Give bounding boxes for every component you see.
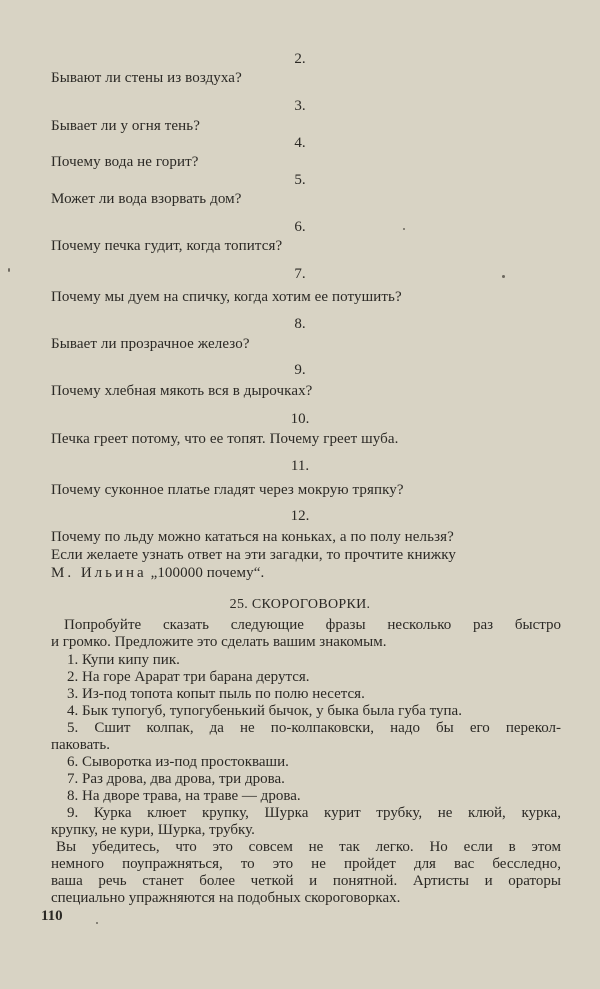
- paper-speck: [502, 275, 505, 278]
- riddle-number: 3.: [294, 98, 306, 114]
- riddle-text: Печка греет потому, что ее топят. Почему греет шуба.: [51, 431, 399, 447]
- list-item: 3. Из-под топота копыт пыль по полю несется.: [67, 686, 365, 702]
- riddle-number: 9.: [294, 362, 306, 378]
- intro-line: Попробуйте сказать следующие фразы несколько раз быстро: [64, 617, 561, 633]
- outro-line: немного поупражняться, то это не пройдет для вас бесследно,: [51, 856, 561, 872]
- list-item: 7. Раз дрова, два дрова, три дрова.: [67, 771, 285, 787]
- riddle-number: 11.: [290, 458, 310, 474]
- riddle-number: 6.: [294, 219, 306, 235]
- paper-speck: [96, 922, 98, 924]
- riddle-text: Почему вода не горит?: [51, 154, 199, 170]
- book-note-reference: [51, 564, 571, 582]
- list-item: 6. Сыворотка из-под простокваши.: [67, 754, 289, 770]
- riddle-text: Почему мы дуем на спичку, когда хотим ее потушить?: [51, 289, 402, 305]
- list-item: крупку, не кури, Шурка, трубку.: [51, 822, 255, 838]
- book-author: М. Ильина: [51, 565, 147, 581]
- riddle-text: Может ли вода взорвать дом?: [51, 191, 242, 207]
- list-item: 2. На горе Арарат три барана дерутся.: [67, 669, 310, 685]
- section-outro: [51, 839, 561, 907]
- riddle-number: 5.: [294, 172, 306, 188]
- outro-line: Вы убедитесь, что это совсем не так легко. Но если в этом: [56, 839, 561, 855]
- riddle-text: Почему по льду можно кататься на коньках, а по полу нельзя?: [51, 529, 454, 545]
- list-item: 8. На дворе трава, на траве — дрова.: [67, 788, 301, 804]
- outro-line: специально упражняются на подобных скороговорках.: [51, 890, 401, 906]
- paper-speck: [403, 228, 405, 230]
- riddle-text: Почему суконное платье гладят через мокрую тряпку?: [51, 482, 404, 498]
- list-item: 5. Сшит колпак, да не по-колпаковски, надо бы его перекол-: [67, 720, 561, 736]
- riddle-text: Почему печка гудит, когда топится?: [51, 238, 283, 254]
- paper-speck: [8, 268, 10, 272]
- list-item: 4. Бык тупогуб, тупогубенький бычок, у быка была губа тупа.: [67, 703, 462, 719]
- section-heading: 25. СКОРОГОВОРКИ.: [229, 597, 371, 612]
- riddle-number: 10.: [290, 411, 310, 427]
- tongue-twister-list: [51, 652, 561, 839]
- book-note-line: Если желаете узнать ответ на эти загадки, то прочтите книжку: [51, 547, 457, 563]
- riddle-text: Бывают ли стены из воздуха?: [51, 70, 242, 86]
- riddle-number: 8.: [294, 316, 306, 332]
- riddle-text: Бывает ли у огня тень?: [51, 118, 200, 134]
- list-item: 9. Курка клюет крупку, Шурка курит трубку, не клюй, курка,: [67, 805, 561, 821]
- section-intro: [51, 617, 561, 651]
- riddle-text: Почему хлебная мякоть вся в дырочках?: [51, 383, 313, 399]
- riddle-number: 4.: [294, 135, 306, 151]
- riddle-number: 2.: [294, 51, 306, 67]
- page-number: 110: [41, 908, 63, 924]
- riddle-number: 7.: [294, 266, 306, 282]
- book-title: „100000 почему“.: [150, 565, 265, 581]
- outro-line: ваша речь станет более четкой и понятной. Артисты и ораторы: [51, 873, 561, 889]
- intro-line: и громко. Предложите это сделать вашим знакомым.: [51, 634, 387, 650]
- riddle-number: 12.: [290, 508, 310, 524]
- riddle-text: Бывает ли прозрачное железо?: [51, 336, 250, 352]
- list-item: паковать.: [51, 737, 111, 753]
- list-item: 1. Купи кипу пик.: [67, 652, 180, 668]
